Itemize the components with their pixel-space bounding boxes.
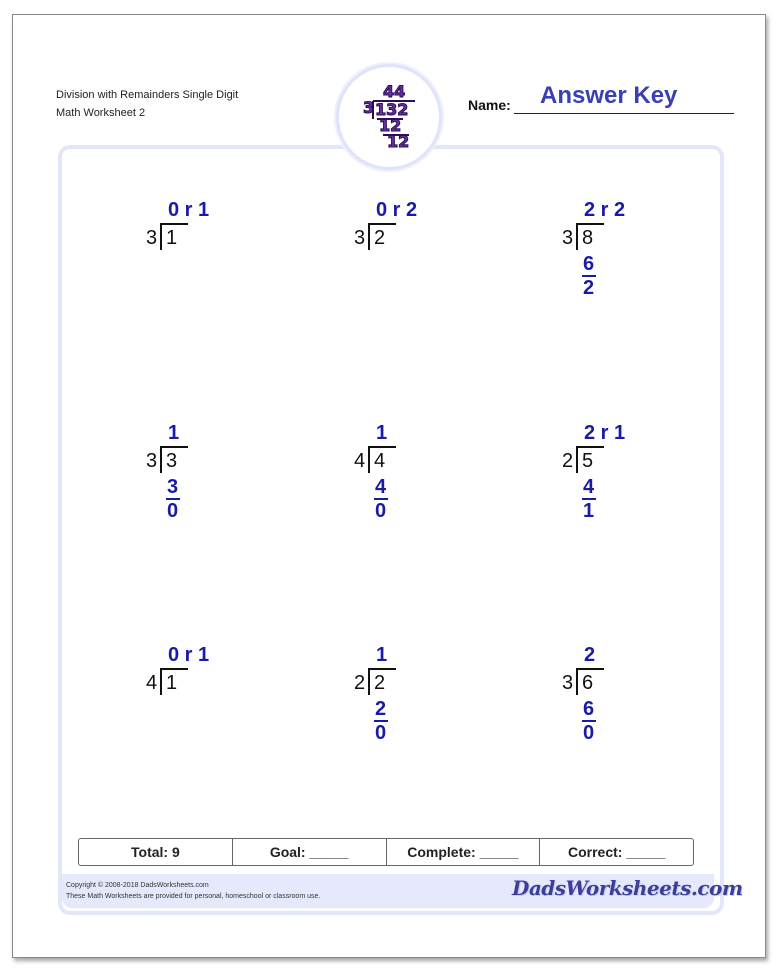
quotient: 1 xyxy=(376,644,388,666)
svg-text:44: 44 xyxy=(383,82,406,101)
problem-3 xyxy=(562,198,672,318)
remainder-value: 2 xyxy=(583,277,595,299)
division-bracket xyxy=(368,224,370,250)
subtract-value: 4 xyxy=(583,476,595,498)
remainder-value: 1 xyxy=(583,500,595,522)
division-bracket xyxy=(576,447,578,473)
dividend: 1 xyxy=(166,672,178,694)
problem-2 xyxy=(354,198,464,318)
division-bracket xyxy=(160,669,162,695)
vinculum xyxy=(368,446,396,448)
subtract-value: 6 xyxy=(583,698,595,720)
footer-copyright xyxy=(66,880,320,902)
answer-key-label: Answer Key xyxy=(540,82,678,109)
divisor: 3 xyxy=(146,227,158,249)
vinculum xyxy=(368,668,396,670)
name-line[interactable] xyxy=(514,113,734,114)
quotient: 0 r 2 xyxy=(376,199,418,221)
dividend: 3 xyxy=(166,450,178,472)
division-bracket xyxy=(368,447,370,473)
dividend: 4 xyxy=(374,450,386,472)
quotient: 2 xyxy=(584,644,596,666)
divisor: 4 xyxy=(146,672,158,694)
vinculum xyxy=(576,446,604,448)
quotient: 0 r 1 xyxy=(168,644,210,666)
dividend: 6 xyxy=(582,672,594,694)
subtract-value: 2 xyxy=(375,698,387,720)
dividend: 2 xyxy=(374,227,386,249)
worksheet-title xyxy=(56,86,238,122)
problem-8 xyxy=(354,643,464,763)
divisor: 3 xyxy=(354,227,366,249)
remainder-value: 0 xyxy=(375,500,387,522)
svg-text:3: 3 xyxy=(363,98,375,117)
vinculum xyxy=(368,223,396,225)
quotient: 2 r 1 xyxy=(584,422,626,444)
quotient: 2 r 2 xyxy=(584,199,626,221)
remainder-value: 0 xyxy=(375,722,387,744)
remainder-value: 0 xyxy=(583,722,595,744)
dividend: 5 xyxy=(582,450,594,472)
name-label: Name: xyxy=(468,97,511,113)
divisor: 3 xyxy=(562,672,574,694)
score-complete[interactable]: Complete: _____ xyxy=(387,839,541,865)
divisor: 3 xyxy=(562,227,574,249)
problem-6 xyxy=(562,421,672,541)
quotient: 0 r 1 xyxy=(168,199,210,221)
division-bracket xyxy=(160,447,162,473)
division-bracket xyxy=(160,224,162,250)
title-line-1: Division with Remainders Single Digit xyxy=(56,89,239,101)
long-division-logo-icon xyxy=(336,64,442,170)
dividend: 1 xyxy=(166,227,178,249)
svg-text:12: 12 xyxy=(379,116,402,135)
remainder-value: 0 xyxy=(167,500,179,522)
copyright-text: Copyright © 2008-2018 DadsWorksheets.com xyxy=(66,882,209,889)
quotient: 1 xyxy=(376,422,388,444)
subtract-value: 4 xyxy=(375,476,387,498)
usage-notice: These Math Worksheets are provided for personal, homeschool or classroom use. xyxy=(66,893,321,900)
division-bracket xyxy=(368,669,370,695)
dividend: 8 xyxy=(582,227,594,249)
score-box xyxy=(78,838,694,866)
subtract-value: 3 xyxy=(167,476,179,498)
score-correct[interactable]: Correct: _____ xyxy=(567,844,666,860)
division-bracket xyxy=(576,669,578,695)
quotient: 1 xyxy=(168,422,180,444)
problem-5 xyxy=(354,421,464,541)
problem-7 xyxy=(146,643,256,763)
dividend: 2 xyxy=(374,672,386,694)
score-goal[interactable]: Goal: _____ xyxy=(233,839,387,865)
brand-logo[interactable]: DadsWorksheets.com xyxy=(512,876,743,900)
vinculum xyxy=(160,446,188,448)
svg-text:12: 12 xyxy=(387,132,410,151)
problem-4 xyxy=(146,421,256,541)
divisor: 3 xyxy=(146,450,158,472)
vinculum xyxy=(160,223,188,225)
svg-text:132: 132 xyxy=(375,100,409,119)
problem-9 xyxy=(562,643,672,763)
divisor: 2 xyxy=(562,450,574,472)
vinculum xyxy=(576,668,604,670)
vinculum xyxy=(160,668,188,670)
subtract-value: 6 xyxy=(583,253,595,275)
division-bracket xyxy=(576,224,578,250)
title-line-2: Math Worksheet 2 xyxy=(56,107,146,119)
vinculum xyxy=(576,223,604,225)
divisor: 2 xyxy=(354,672,366,694)
problem-1 xyxy=(146,198,256,318)
divisor: 4 xyxy=(354,450,366,472)
score-total: Total: 9 xyxy=(79,839,233,865)
